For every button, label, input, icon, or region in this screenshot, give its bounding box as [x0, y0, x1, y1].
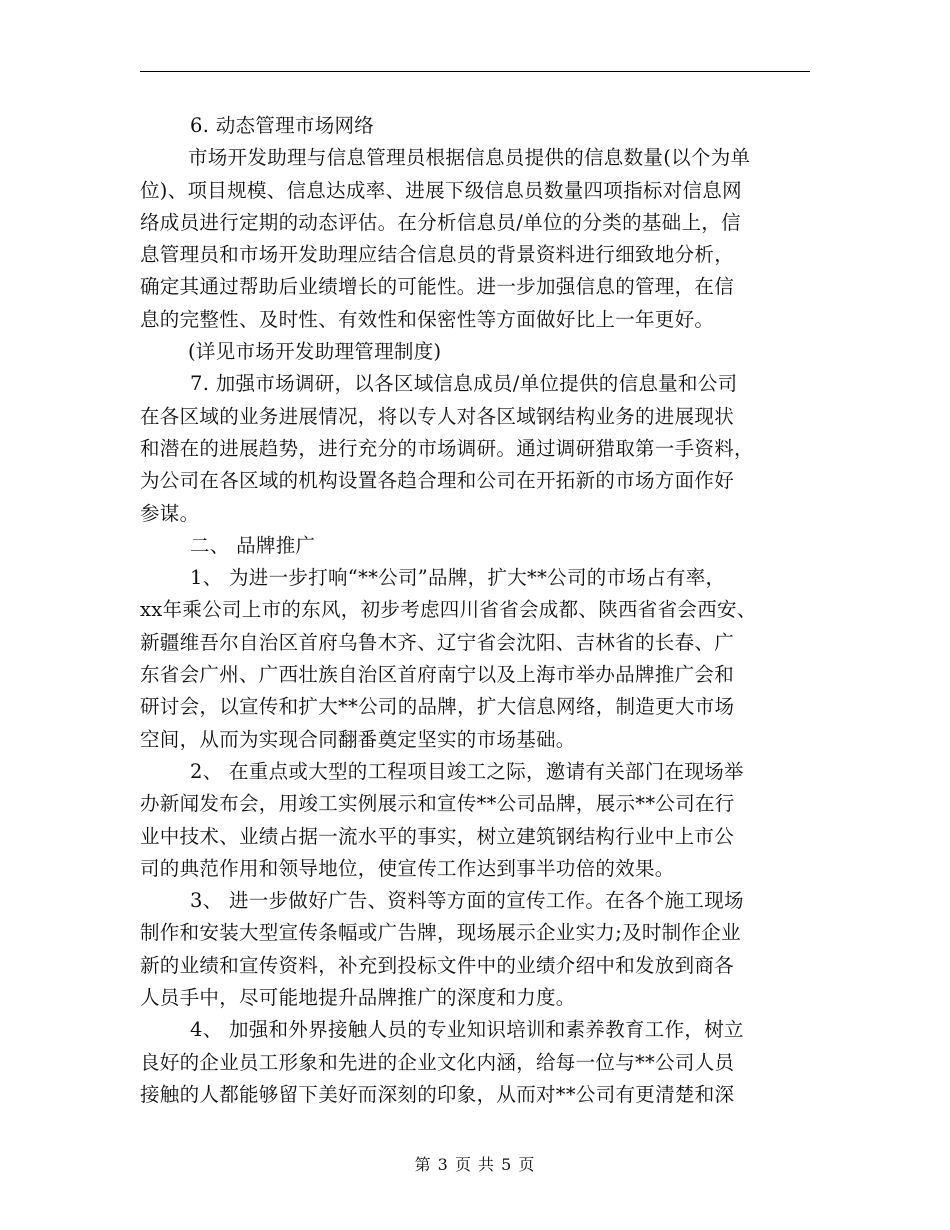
text-line: 位)、项目规模、信息达成率、进展下级信息员数量四项指标对信息网 — [140, 178, 742, 202]
text-line: 3、 进一步做好广告、资料等方面的宣传工作。在各个施工现场 — [190, 889, 744, 913]
text-line: 6. 动态管理市场网络 — [190, 114, 375, 137]
text-line: 息管理员和市场开发助理应结合信息员的背景资料进行细致地分析， — [140, 243, 735, 267]
text-line: 新的业绩和宣传资料，补充到投标文件中的业绩介绍中和发放到商各 — [140, 953, 735, 977]
text-line: 参谋。 — [140, 501, 200, 525]
text-line: 1、 为进一步打响“**公司”品牌，扩大**公司的市场占有率， — [190, 566, 726, 590]
header-rule — [140, 71, 810, 72]
text-line: 司的典范作用和领导地位，使宣传工作达到事半功倍的效果。 — [140, 856, 675, 880]
text-line: 制作和安装大型宣传条幅或广告牌，现场展示企业实力;及时制作企业 — [140, 921, 741, 945]
text-line: 络成员进行定期的动态评估。在分析信息员/单位的分类的基础上，信 — [140, 210, 741, 234]
text-line: 人员手中，尽可能地提升品牌推广的深度和力度。 — [140, 986, 576, 1010]
text-line: 在各区域的业务进展情况，将以专人对各区域钢结构业务的进展现状 — [140, 404, 735, 428]
text-line: 空间，从而为实现合同翻番奠定坚实的市场基础。 — [140, 727, 576, 751]
text-line: 7. 加强市场调研，以各区域信息成员/单位提供的信息量和公司 — [190, 372, 738, 396]
page-number: 第 3 页 共 5 页 — [414, 1155, 536, 1174]
text-line: 市场开发助理与信息管理员根据信息员提供的信息数量(以个为单 — [188, 146, 751, 170]
text-line: 和潜在的进展趋势，进行充分的市场调研。通过调研猎取第一手资料， — [140, 436, 754, 460]
text-line: 业中技术、业绩占据一流水平的事实，树立建筑钢结构行业中上市公 — [140, 824, 735, 848]
text-line: 研讨会，以宣传和扩大**公司的品牌，扩大信息网络，制造更大市场 — [140, 695, 735, 719]
text-line: 二、 品牌推广 — [190, 533, 316, 557]
text-line: 新疆维吾尔自治区首府乌鲁木齐、辽宁省会沈阳、吉林省的长春、广 — [140, 630, 735, 654]
text-line: xx年乘公司上市的东风，初步考虑四川省省会成都、陕西省省会西安、 — [140, 598, 757, 622]
document-body — [140, 110, 812, 1111]
text-line: 良好的企业员工形象和先进的企业文化内涵，给每一位与**公司人员 — [140, 1050, 735, 1074]
text-line: 确定其通过帮助后业绩增长的可能性。进一步加强信息的管理，在信 — [140, 275, 735, 299]
text-line: 4、 加强和外界接触人员的专业知识培训和素养教育工作，树立 — [190, 1018, 744, 1042]
text-line: 接触的人都能够留下美好而深刻的印象，从而对**公司有更清楚和深 — [140, 1082, 735, 1106]
text-line: (详见市场开发助理管理制度) — [188, 340, 442, 364]
text-line: 为公司在各区域的机构设置各趋合理和公司在开拓新的市场方面作好 — [140, 469, 735, 493]
text-line: 东省会广州、广西壮族自治区首府南宁以及上海市举办品牌推广会和 — [140, 663, 735, 687]
text-line: 息的完整性、及时性、有效性和保密性等方面做好比上一年更好。 — [140, 307, 715, 331]
text-line: 办新闻发布会，用竣工实例展示和宣传**公司品牌，展示**公司在行 — [140, 792, 735, 816]
text-line: 2、 在重点或大型的工程项目竣工之际，邀请有关部门在现场举 — [190, 759, 744, 783]
